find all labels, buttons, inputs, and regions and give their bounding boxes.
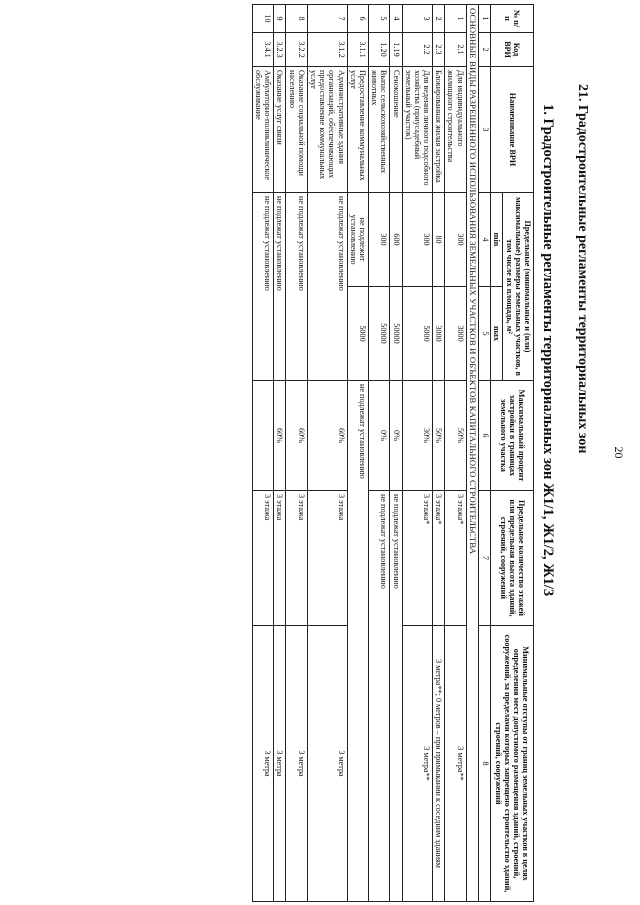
header-percent: Максимальный процент застройки в границах земельного участка	[491, 381, 534, 491]
row-percent: 60%	[307, 381, 347, 491]
row-min: 300	[402, 193, 433, 287]
row-code: 1.20	[368, 33, 389, 67]
column-number: 2	[479, 33, 491, 67]
table-row	[368, 5, 389, 902]
row-setback: 3 метра	[252, 626, 273, 902]
column-number: 5	[479, 287, 491, 381]
row-floors: 3 этажа	[274, 491, 286, 626]
header-row	[503, 5, 534, 902]
column-number: 7	[479, 491, 491, 626]
row-code: 3.1.1	[347, 33, 368, 67]
row-name: Сенокошение	[390, 67, 402, 193]
row-floors: 3 этажа	[286, 491, 307, 626]
page-number: 20	[612, 446, 626, 459]
column-number: 6	[479, 381, 491, 491]
row-percent: 30%	[402, 381, 433, 491]
table-row	[307, 5, 347, 902]
table-row	[390, 5, 402, 902]
row-percent: 50%	[433, 381, 445, 491]
row-number: 8	[286, 5, 307, 33]
row-merged: не подлежат установлению	[368, 491, 389, 902]
column-number-row	[479, 5, 491, 902]
row-percent	[252, 381, 273, 491]
row-name: Оказание социальной помощи населению	[286, 67, 307, 193]
column-number: 4	[479, 193, 491, 287]
row-floors: 3 этажа	[307, 491, 347, 626]
row-setback: 3 метра**; 0 метров – при примыкании к соседним зданиям	[433, 626, 445, 902]
row-max: 3000	[445, 287, 466, 381]
row-sizes: не подлежат установлению	[307, 193, 347, 381]
row-max: 5000	[347, 287, 368, 381]
row-number: 2	[433, 5, 445, 33]
regulations-table	[252, 4, 534, 902]
row-sizes: не подлежат установлению	[274, 193, 286, 381]
row-setback: 3 метра**	[445, 626, 466, 902]
row-max: 50000	[368, 287, 389, 381]
row-code: 2.3	[433, 33, 445, 67]
row-number: 10	[252, 5, 273, 33]
table-row	[347, 5, 368, 902]
header-floors: Предельное количество этажей или предельная высота зданий, строений, сооружений	[491, 491, 534, 626]
row-max: 3000	[433, 287, 445, 381]
row-number: 1	[445, 5, 466, 33]
row-number: 4	[390, 5, 402, 33]
row-number: 5	[368, 5, 389, 33]
header-code: Код ВРИ	[491, 33, 534, 67]
row-name: Оказание услуг связи	[274, 67, 286, 193]
row-min: 300	[368, 193, 389, 287]
row-setback: 3 метра	[307, 626, 347, 902]
row-name: Предоставление коммунальных услуг	[347, 67, 368, 193]
row-code: 3.1.2	[307, 33, 347, 67]
row-name: Для ведения личного подсобного хозяйства (приусадебный земельный участок)	[402, 67, 433, 193]
row-name: Административные здания организаций, обеспечивающих предоставление коммунальных услуг	[307, 67, 347, 193]
header-setback: Минимальные отступы от границ земельных участков в целях определения мест допустимого размещения зданий, строений, сооружений, за пределами которых запрещено строительство зданий, строений, сооружений	[491, 626, 534, 902]
row-percent: 0%	[390, 381, 402, 491]
row-number: 3	[402, 5, 433, 33]
row-name: Блокированная жилая застройка	[433, 67, 445, 193]
row-percent: 50%	[445, 381, 466, 491]
row-floors: 3 этажа*	[433, 491, 445, 626]
row-code: 3.4.1	[252, 33, 273, 67]
row-sizes: не подлежат установлению	[286, 193, 307, 381]
row-merged: не подлежат установлению	[390, 491, 402, 902]
row-percent: 60%	[274, 381, 286, 491]
table-body	[252, 5, 490, 902]
table-row	[402, 5, 433, 902]
table-row	[252, 5, 273, 902]
rotated-page	[14, 4, 626, 901]
header-name: Наименование ВРИ	[491, 67, 534, 193]
header-sizes: Предельные (минимальные и (или) максимальные) размеры земельных участков, в том числе их площадь, м²	[503, 193, 534, 381]
row-setback: 3 метра	[274, 626, 286, 902]
row-min: 600	[390, 193, 402, 287]
row-number: 7	[307, 5, 347, 33]
row-name: Амбулаторно-поликлиническое обслуживание	[252, 67, 273, 193]
column-number: 8	[479, 626, 491, 902]
row-floors: 3 этажа*	[402, 491, 433, 626]
group-row	[466, 5, 479, 902]
row-code: 2.1	[445, 33, 466, 67]
row-floors: 3 этажа	[252, 491, 273, 626]
table-title: 1. Градостроительные регламенты территориальных зон Ж1/1, Ж1/2, Ж1/3	[540, 104, 556, 597]
row-percent: 60%	[286, 381, 307, 491]
row-code: 3.2.3	[274, 33, 286, 67]
row-min: 80	[433, 193, 445, 287]
row-setback: 3 метра	[286, 626, 307, 902]
group-label: ОСНОВНЫЕ ВИДЫ РАЗРЕШЕННОГО ИСПОЛЬЗОВАНИЯ ЗЕМЕЛЬНЫХ УЧАСТКОВ И ОБЪЕКТОВ КАПИТАЛЬНОГО СТРОИТЕЛЬСТВА	[466, 5, 479, 902]
row-min: не подлежит установлению	[347, 193, 368, 287]
row-min: 300	[445, 193, 466, 287]
row-number: 6	[347, 5, 368, 33]
row-name: Для индивидуального жилищного строительства	[445, 67, 466, 193]
row-code: 1.19	[390, 33, 402, 67]
row-max: 5000	[402, 287, 433, 381]
row-max: 50000	[390, 287, 402, 381]
row-setback: 3 метра**	[402, 626, 433, 902]
row-code: 2.2	[402, 33, 433, 67]
column-number: 1	[479, 5, 491, 33]
header-min: min	[491, 193, 503, 287]
section-title: 21. Градостроительные регламенты территориальных зон	[575, 84, 590, 454]
row-sizes: не подлежат установлению	[252, 193, 273, 381]
column-number: 3	[479, 67, 491, 193]
row-code: 3.2.2	[286, 33, 307, 67]
table-row	[445, 5, 466, 902]
row-percent: 0%	[368, 381, 389, 491]
table-row	[274, 5, 286, 902]
row-number: 9	[274, 5, 286, 33]
row-name: Выпас сельскохозяйственных животных	[368, 67, 389, 193]
row-merged: не подлежат установлению	[347, 381, 368, 902]
row-floors: 3 этажа*	[445, 491, 466, 626]
header-max: max	[491, 287, 503, 381]
header-num: № п/п	[491, 5, 534, 33]
table-row	[286, 5, 307, 902]
table-row	[433, 5, 445, 902]
header-block	[522, 4, 626, 901]
